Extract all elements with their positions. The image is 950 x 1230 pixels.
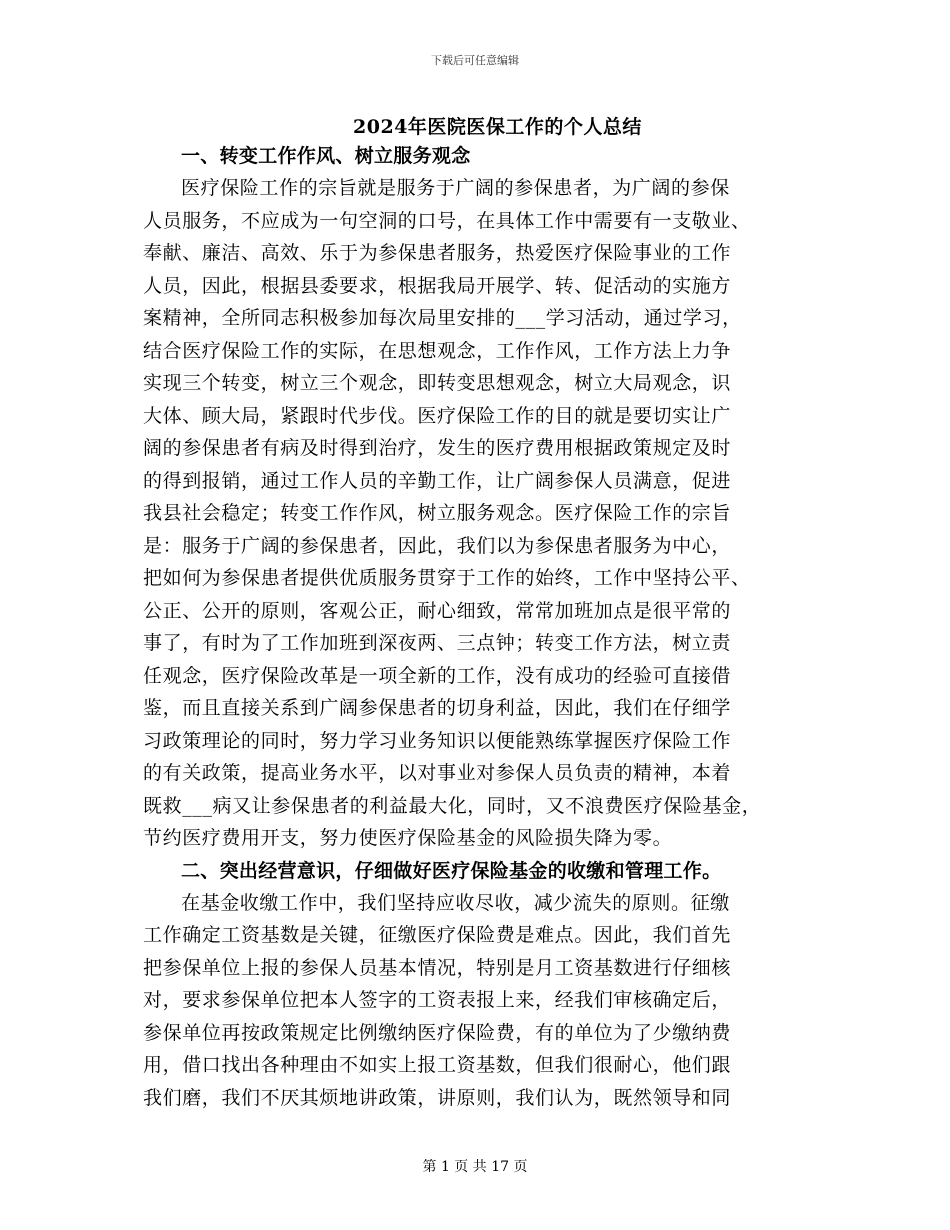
paragraph-line: 任观念，医疗保险改革是一项全新的工作，没有成功的经验可直接借: [143, 664, 732, 687]
paragraph-line: 案精神，全所同志积极参加每次局里安排的___学习活动，通过学习，: [143, 307, 742, 329]
section-heading-2: 二、突出经营意识，仔细做好医疗保险基金的收缴和管理工作。: [181, 859, 722, 882]
paragraph-line: 公正、公开的原则，客观公正，耐心细致，常常加班加点是很平常的: [143, 599, 732, 622]
paragraph-line: 结合医疗保险工作的实际，在思想观念，工作作风，工作方法上力争: [143, 339, 732, 362]
paragraph-line: 把参保单位上报的参保人员基本情况，特别是月工资基数进行仔细核: [143, 956, 732, 979]
paragraph-line: 节约医疗费用开支，努力使医疗保险基金的风险损失降为零。: [143, 827, 673, 849]
paragraph-line: 参保单位再按政策规定比例缴纳医疗保险费，有的单位为了少缴纳费: [143, 1021, 732, 1044]
header-note: 下载后可任意编辑: [431, 54, 519, 67]
paragraph-line: 既救___病又让参保患者的利益最大化，同时，又不浪费医疗保险基金，: [143, 794, 762, 817]
section-paragraph-2: [143, 887, 793, 1115]
page-number: 第 1 页 共 17 页: [422, 1159, 528, 1175]
paragraph-line: 对，要求参保单位把本人签字的工资表报上来，经我们审核确定后，: [143, 989, 732, 1011]
paragraph-line: 人员，因此，根据县委要求，根据我局开展学、转、促活动的实施方: [143, 274, 732, 297]
paragraph-line: 实现三个转变，树立三个观念，即转变思想观念，树立大局观念，识: [143, 372, 732, 394]
paragraph-line: 鉴，而且直接关系到广阔参保患者的切身利益，因此，我们在仔细学: [143, 697, 732, 719]
paragraph-line: 把如何为参保患者提供优质服务贯穿于工作的始终，工作中坚持公平、: [143, 567, 751, 589]
document-body: [143, 140, 793, 1114]
paragraph-line: 医疗保险工作的宗旨就是服务于广阔的参保患者，为广阔的参保: [181, 177, 730, 199]
document-title: 2024年医院医保工作的个人总结: [353, 116, 642, 138]
paragraph-line: 在基金收缴工作中，我们坚持应收尽收，减少流失的原则。征缴: [181, 891, 730, 914]
paragraph-line: 我县社会稳定；转变工作作风，树立服务观念。医疗保险工作的宗旨: [143, 502, 732, 524]
section-paragraph-1: [143, 172, 793, 855]
paragraph-line: 阔的参保患者有病及时得到治疗，发生的医疗费用根据政策规定及时: [143, 437, 732, 459]
paragraph-line: 大体、顾大局，紧跟时代步伐。医疗保险工作的目的就是要切实让广: [143, 404, 732, 427]
section-heading-1: 一、转变工作作风、树立服务观念: [181, 145, 471, 167]
paragraph-line: 我们磨，我们不厌其烦地讲政策，讲原则，我们认为，既然领导和同: [143, 1086, 732, 1109]
paragraph-line: 是：服务于广阔的参保患者，因此，我们以为参保患者服务为中心，: [143, 534, 732, 557]
paragraph-line: 的得到报销，通过工作人员的辛勤工作，让广阔参保人员满意，促进: [143, 469, 732, 492]
paragraph-line: 事了，有时为了工作加班到深夜两、三点钟；转变工作方法，树立责: [143, 632, 732, 654]
paragraph-line: 用，借口找出各种理由不如实上报工资基数，但我们很耐心，他们跟: [143, 1054, 732, 1076]
paragraph-line: 人员服务，不应成为一句空洞的口号，在具体工作中需要有一支敬业、: [143, 209, 751, 232]
paragraph-line: 奉献、廉洁、高效、乐于为参保患者服务，热爱医疗保险事业的工作: [143, 242, 732, 264]
paragraph-line: 的有关政策，提高业务水平，以对事业对参保人员负责的精神，本着: [143, 762, 732, 784]
paragraph-line: 习政策理论的同时，努力学习业务知识以便能熟练掌握医疗保险工作: [143, 729, 732, 752]
paragraph-line: 工作确定工资基数是关键，征缴医疗保险费是难点。因此，我们首先: [143, 924, 732, 946]
